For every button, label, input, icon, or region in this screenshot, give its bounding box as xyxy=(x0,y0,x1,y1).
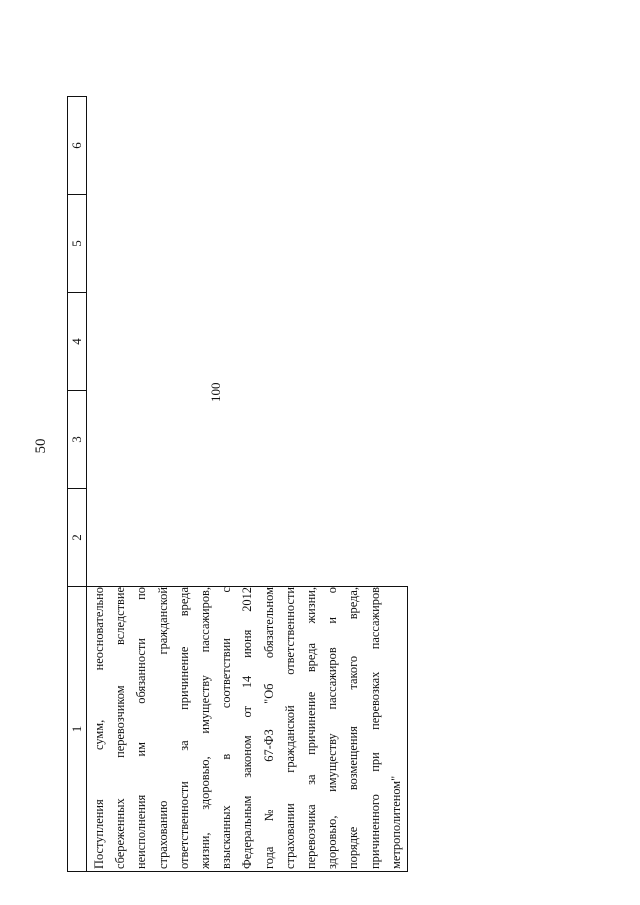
row-text-line: Федеральным законом от 14 июня 2012 xyxy=(240,587,255,869)
column-header-2: 2 xyxy=(68,489,87,587)
empty-cell xyxy=(87,293,408,391)
column-header-5: 5 xyxy=(68,195,87,293)
empty-cell xyxy=(87,489,408,587)
rotated-table-region xyxy=(67,40,403,872)
row-text-line: перевозчика за причинение вреда жизни, xyxy=(304,587,319,869)
column-header-3: 3 xyxy=(68,391,87,489)
row-text-line: причиненного при перевозках пассажиров xyxy=(367,587,382,869)
table-header-row xyxy=(68,97,87,872)
row-text-line: страховании гражданской ответственности xyxy=(282,587,297,869)
row-text-line: взысканных в соответствии с xyxy=(219,587,234,869)
row-text-line: Поступления сумм, неосновательно xyxy=(92,587,106,869)
row-text-line: страхованию гражданской xyxy=(155,587,170,869)
empty-cell xyxy=(87,97,408,195)
row-description-cell xyxy=(87,587,408,872)
budget-table xyxy=(67,96,408,872)
row-text-line: порядке возмещения такого вреда, xyxy=(346,587,361,869)
row-text-line: сбереженных перевозчиком вследствие xyxy=(113,587,128,869)
row-text-line: ответственности за причинение вреда xyxy=(176,587,191,869)
column-header-6: 6 xyxy=(68,97,87,195)
row-text-line: жизни, здоровью, имуществу пассажиров, xyxy=(198,587,213,869)
column-header-1: 1 xyxy=(68,587,87,872)
code-value: 100 xyxy=(208,382,223,402)
table-row xyxy=(87,97,408,872)
page-number: 50 xyxy=(33,438,49,454)
row-text-line: года № 67-ФЗ "Об обязательном xyxy=(261,587,276,869)
row-text-line: здоровью, имуществу пассажиров и о xyxy=(325,587,340,869)
empty-cell xyxy=(87,391,408,489)
empty-cell xyxy=(87,195,408,293)
row-text-line: неисполнения им обязанности по xyxy=(134,587,149,869)
row-text-line: метрополитеном" xyxy=(388,775,403,869)
column-header-4: 4 xyxy=(68,293,87,391)
